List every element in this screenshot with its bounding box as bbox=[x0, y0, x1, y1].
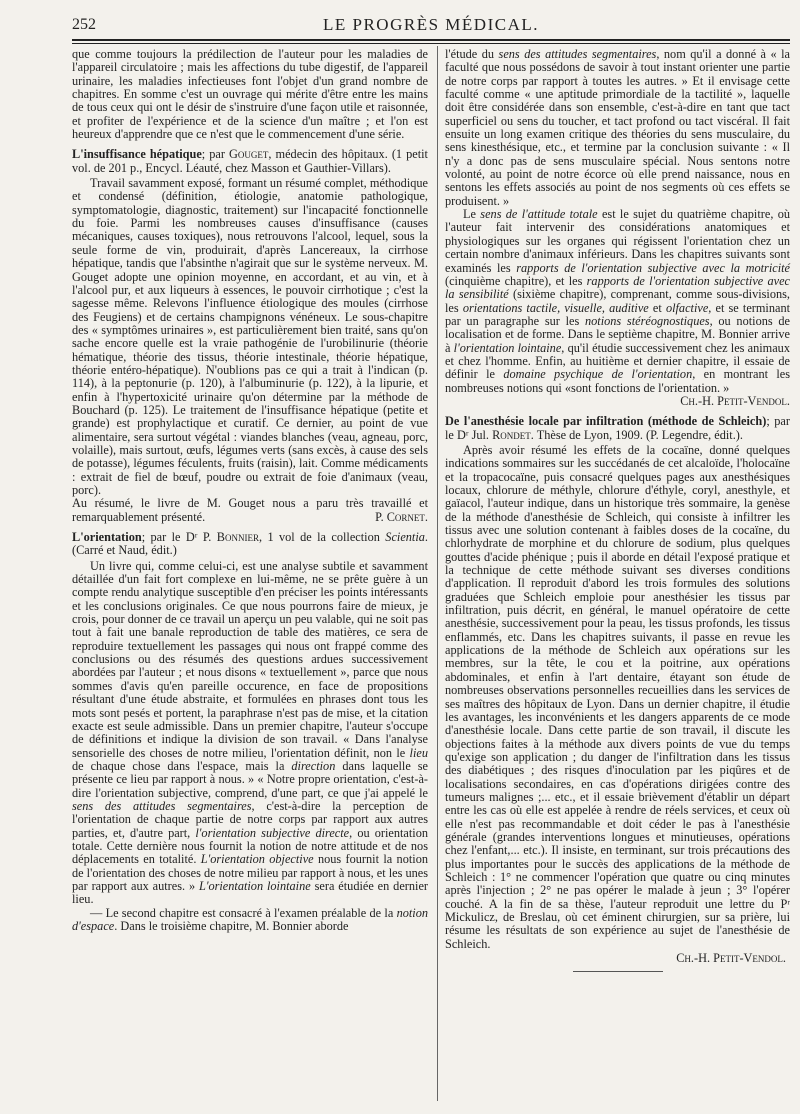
review-author: Rondet bbox=[492, 427, 531, 442]
review-meta-publication: , 1 vol de la collection bbox=[258, 530, 380, 545]
italic-term: orientations tactile, visuelle, auditive bbox=[462, 300, 649, 315]
text-run: l'étude du bbox=[445, 47, 495, 61]
review-publisher: . (Carré et Naud, édit.) bbox=[72, 530, 428, 558]
review-heading-orientation bbox=[72, 531, 428, 558]
text-run: , ou orientation totale. Cette dernière nous fournit la notion de notre attitude et de nos déplacements en totalité. bbox=[72, 825, 428, 867]
continued-paragraph: que comme toujours la prédilection de l'auteur pour les maladies de l'appareil circulatoire ; mais les affections du tube digestif, de l'appareil urinaire, les maladies infectieuses font l'objet d'un grand nombre de chapitres. En somme c'est un ouvrage qui mérite d'être entre les mains de tous ceux qui ont le désir de s'instruire d'une façon utile et raisonnée, et profiter de l'expérience et de la science d'un maître ; et l'on est heureux d'apprendre que ce n'est que le commencement d'une série. bbox=[72, 47, 428, 142]
text-run: , c'est-à-dire la perception de l'orientation de chaque partie de notre corps par rapport aux autres parties, et, d'autre part, bbox=[72, 798, 428, 840]
italic-term: l'orientation lointaine bbox=[453, 340, 562, 355]
review-conclusion bbox=[72, 497, 428, 524]
journal-title: LE PROGRÈS MÉDICAL. bbox=[323, 15, 539, 34]
italic-term: rapports de l'orientation subjective avec la sensibilité bbox=[445, 273, 791, 302]
review-signature: Ch.-H. Petit-Vendol. bbox=[676, 951, 786, 966]
header-rule bbox=[72, 39, 790, 41]
review-author: Gouget bbox=[229, 147, 269, 162]
review-paragraph: Après avoir résumé les effets de la cocaïne, donné quelques indications sommaires sur les succédanés de cet alcaloïde, l'holocaïne et la tropacocaïne, puis consacré quelques pages aux anesthésiques locaux, chlorure de méthyle, chlorure d'éthyle, coryl, anesthyle, et gaïacol, l'auteur indique, dans un historique très sommaire, la genèse de la méthode d'anesthésie de Schleich, qui consiste à infiltrer les tissus avec une solution contenant à faibles doses de la cocaïne, du chlorhydrate de morphine et du chlorure de sodium, plus quelques gouttes d'acide phénique ; puis il aborde en détail l'exposé pratique et la technique de cette méthode suivant ses diverses conditions d'application. Il reproduit d'abord les trois formules des solutions graduées que Schleich emploie pour anesthésier les tissus par infiltration, puis décrit, en général, le manuel opératoire de cette anesthésie, successivement pour la peau, les tissus profonds, les tissus enflammés, etc. Dans les chapitres suivants, il passe en revue les applications de la méthode de Schleich aux opérations sur les membres, sur la tête, le cou et la poitrine, aux opérations abdominales, et enfin à l'art dentaire, étayant son étude de nombreuses observations personnelles recueillies dans les services de ses maîtres des hôpitaux de Lyon. Dans un dernier chapitre, il étudie les avantages, les inconvénients et les dangers apparents de ce mode d'anesthésie locale. Dans cette partie de son travail, il discute les objections faites à la méthode aux divers points de vue du temps qu'exige son application ; du danger de l'infiltration dans les tissus des diabétiques ; des risques d'inoculation par les piqûres et de localisations secondaires, en cas d'opérations dirigées contre des tumeurs malignes ;... etc., et il essaie brièvement d'établir un départ entre les cas où elle est appelée à rendre de réels services, et ceux où elle n'est pas recommandable et doit céder le pas à l'anesthésie générale (grandes interventions longues et minutieuses, opérations chez l'enfant,... etc.). Il insiste, en terminant, sur trois précautions des plus importantes pour le succès des applications de la méthode de Schleich : 1° ne commencer l'opération que quatre ou cinq minutes après l'injection ; 2° ne pas opérer le malade à jeun ; 3° l'opérer couché. A la fin de sa thèse, l'auteur reproduit une lettre du Pʳ Mickulicz, de Breslau, où cet éminent chirurgien, sur sa prière, lui résume les résultats de son expérience au sujet de l'anesthésie de Schleich. bbox=[445, 442, 790, 951]
review-meta: ; par bbox=[201, 147, 225, 162]
right-column bbox=[445, 48, 790, 972]
review-paragraph: Au résumé, le livre de M. Gouget nous a paru très travaillé et remarquablement présenté. bbox=[72, 496, 428, 524]
review-title: De l'anesthésie locale par infiltration (méthode de Schleich) bbox=[445, 414, 767, 429]
review-paragraph bbox=[72, 907, 428, 934]
text-run: , qu'il étudie successivement chez les animaux et chez l'homme. Enfin, au huitième et dernier chapitre, il essaie de définir le bbox=[445, 340, 790, 382]
continued-paragraph bbox=[445, 48, 790, 208]
review-title: L'insuffisance hépatique bbox=[72, 147, 202, 162]
text-run: nous fournit la notion de l'orientation des choses de notre milieu par rapport à nous, et les unes par rapport aux autres. » bbox=[72, 852, 428, 893]
italic-term: lieu bbox=[409, 745, 428, 760]
column-divider bbox=[437, 46, 438, 1101]
review-meta-publication: . Thèse de Lyon, 1909. (P. Legendre, édit.). bbox=[530, 427, 743, 442]
text-run: est le sujet du quatrième chapitre, où l'auteur fait intervenir des considérations anatomiques et physiologiques sur les organes qui régissent l'orientation chez un certain nombre d'animaux inférieurs. Dans les chapitres suivants sont examinés les bbox=[445, 207, 790, 275]
text-run: — Le second chapitre est consacré à l'examen préalable de la bbox=[90, 905, 394, 920]
page-number: 252 bbox=[72, 16, 96, 33]
review-meta-publication: , médecin des hôpitaux. (1 petit vol. de 201 p., Encycl. Léauté, chez Masson et Gauthier-Villars). bbox=[72, 147, 428, 175]
review-paragraph bbox=[72, 560, 428, 907]
text-run: , nom qu'il a donné à « la faculté que nous possédons de savoir à tout instant orienter une partie de notre corps par rapport à toutes les autres. » Et il envisage cette faculté comme « une aptitude primordiale de la tactilité », laquelle doit être considérée dans son ensemble, c'est-à-dire en tant que tact superficiel ou sens du toucher, et tact profond ou tact viscéral. Il fait ensuite un long examen critique des théories du sens musculaire, du sens kinesthésique, etc., et termine par la conclusion suivante : « Il n'y a donc pas de sens musculaire spécial. Nous sentons notre volonté, au point de notre écorce où elle prend naissance, nous en sentons les effets associés au point de nos segments où ces effets se produisent. » bbox=[445, 47, 790, 208]
review-series: Scientia bbox=[385, 530, 425, 545]
review-heading-anesthesie bbox=[445, 415, 790, 442]
text-run: de chaque chose dans l'espace, mais la bbox=[72, 758, 285, 773]
italic-term: rapports de l'orientation subjective avec la motricité bbox=[516, 260, 791, 275]
text-run: sera étudiée en dernier lieu. bbox=[72, 878, 428, 907]
italic-term: olfactive bbox=[665, 300, 709, 315]
review-title: L'orientation bbox=[72, 530, 142, 545]
text-run: , et se terminant par un paragraphe sur les bbox=[445, 300, 791, 328]
review-meta: ; par le Dʳ Jul. bbox=[445, 414, 790, 442]
text-run: dans laquelle se présente ce lieu par rapport à nous. » « Notre propre orientation, c'est-à-dire l'orientation subjective, comprend, d'une part, ce que j'ai appelé le bbox=[72, 758, 429, 800]
section-end-rule bbox=[573, 971, 663, 972]
review-paragraph bbox=[445, 207, 791, 408]
italic-term: sens de l'attitude totale bbox=[480, 207, 598, 222]
italic-term: direction bbox=[291, 758, 336, 773]
review-author: Bonnier bbox=[216, 530, 259, 545]
text-run: (cinquième chapitre), et les bbox=[445, 273, 583, 288]
review-paragraph: Travail savamment exposé, formant un résumé complet, méthodique et condensé (définition, étiologie, anatomie pathologique, symptomatologie, diagnostic, traitement) sur l'incapacité fonctionnelle du foie. Parmi les nombreuses causes d'insuffisance (causes mécaniques, causes toxiques), nous retrouvons l'alcool, lequel, sous la seule forme de vin, produirait, d'après Lancereaux, la cirrhose hépatique, tandis que l'absinthe n'agirait que sur le système nerveux. M. Gouget adopte une opinion moyenne, en accordant, et au vin, et à l'alcool pur, et aux liqueurs à essences, le pouvoir cirrhotique ; c'est la sagesse même. Relevons l'influence étiologique des moules (cirrhose des Feugiens) et de certains champignons vénéneux. Le sous-chapitre des « symptômes urinaires », est particulièrement bien traité, sans qu'on sache encore quelle est la vraie pathogénie de l'urobilinurie (théorie hématique, théorie des tissus, théorie intestinale, théorie hépatique, théorie entéro-hépatique). N'oublions pas ce qui a trait à l'indican (p. 114), à la peptonurie (p. 120), à l'albuminurie (p. 122), à la lipurie, et enfin à l'hypertoxicité urinaire qu'on détermine par la méthode de Bouchard (p. 125). Le traitement de l'insuffisance hépatique (petite et grande) est prophylactique et curatif. Ce dernier, au point de vue alimentaire, sera surtout végétal : viandes blanches (veau, agneau, porc, volaille), mais surtout, œufs, légumes verts (sans excès, à cause des sels de potasse), légumes féculents, fruits (raisin), lait. Comme médicaments : extrait de fiel de bœuf, poudre ou extrait de foie d'animaux (veau, porc). bbox=[72, 176, 428, 497]
italic-term: L'orientation lointaine bbox=[198, 878, 311, 893]
review-signature: P. Cornet. bbox=[375, 509, 428, 524]
review-signature: Ch.-H. Petit-Vendol. bbox=[680, 393, 790, 408]
review-meta: ; par le Dʳ P. bbox=[141, 530, 212, 545]
italic-term: sens des attitudes segmentaires bbox=[498, 47, 657, 61]
italic-term: l'orientation subjective directe bbox=[195, 825, 350, 840]
italic-term: domaine psychique de l'orientation bbox=[503, 367, 693, 382]
left-column bbox=[72, 48, 428, 933]
header-rule-thin bbox=[72, 43, 790, 44]
text-run: (sixième chapitre), comprenant, comme sous-divisions, les bbox=[445, 287, 790, 315]
italic-term: notion d'espace bbox=[72, 905, 428, 933]
text-run: Le bbox=[463, 207, 476, 222]
text-run: et bbox=[652, 300, 662, 315]
page-header bbox=[72, 14, 790, 36]
text-run: Un livre qui, comme celui-ci, est une analyse subtile et savamment détaillée d'un fait fort complexe en lui-même, ne se prête guère à un compte rendu analytique susceptible d'en préciser les points intéressants et les conclusions originales. Ce que nous pourrons faire de mieux, je crois, pour donner de ce travail un aperçu un peu valable, qui ne soit pas tout à fait une banale reproduction de table des matières, ce sera de reproduire textuellement les passages qui nous ont frappé comme des conclusions ou des résumés des questions ardues successivement abordées par l'auteur ; et nous disons « textuellement », parce que nous sommes d'avis qu'en pareille occurence, en face de propositions résultant d'une étude abstraite, et formulées en phrases dont tous les mots sont pesés et portent, la paraphrase n'est pas de mise, et la citation exacte est seule admissible. Dans un premier chapitre, l'auteur s'occupe de définitions et indique la division de son travail. « Dans l'analyse sensorielle des choses de notre milieu, l'orientation définit, non le bbox=[72, 558, 428, 760]
text-run: , en montrant les nombreuses notions qui «sont fonctions de l'orientation. » bbox=[445, 367, 791, 395]
text-run: . Dans le troisième chapitre, M. Bonnier aborde bbox=[114, 919, 349, 933]
italic-term: L'orientation objective bbox=[200, 852, 314, 867]
text-run: , ou notions de localisation et de forme. Dans le septième chapitre, M. Bonnier arrive à bbox=[445, 313, 790, 355]
review-heading-insuffisance bbox=[72, 148, 428, 175]
italic-term: notions stéréognostiques bbox=[584, 313, 710, 328]
italic-term: sens des attitudes segmentaires bbox=[72, 798, 252, 813]
